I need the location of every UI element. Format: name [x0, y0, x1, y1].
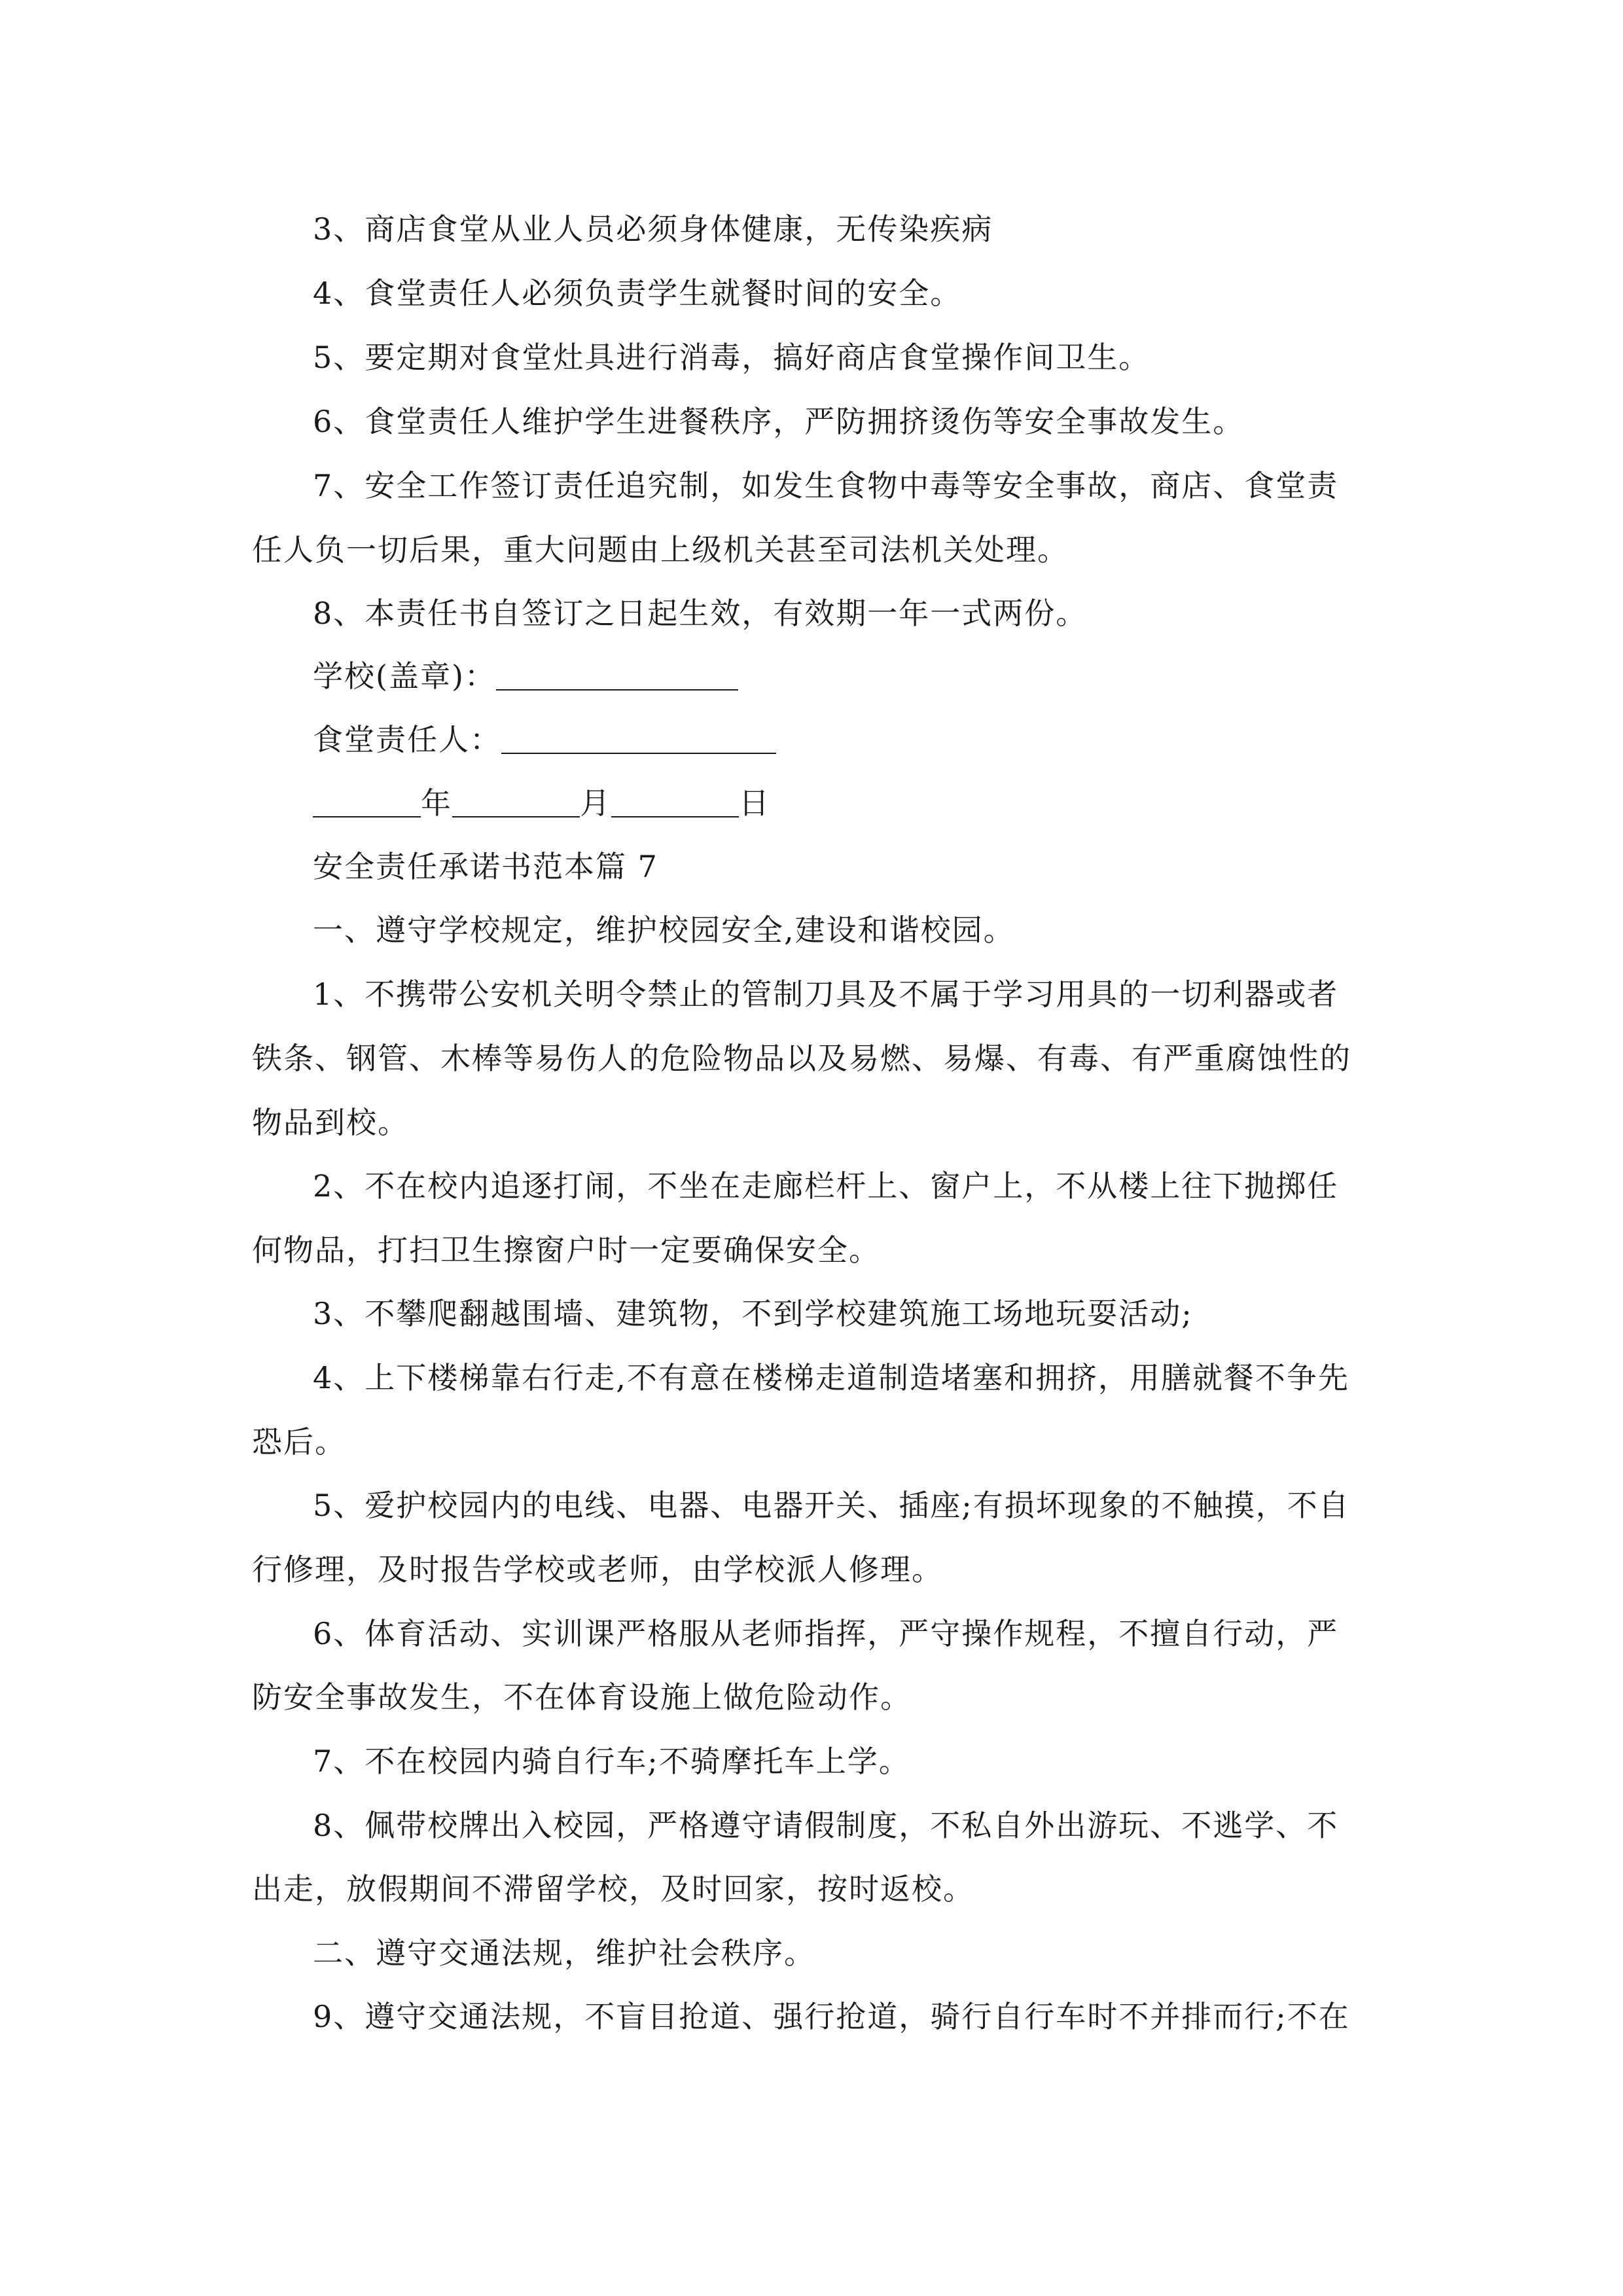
- list-item: 1、不携带公安机关明令禁止的管制刀具及不属于学习用具的一切利器或者: [313, 977, 1339, 1012]
- list-item-continuation: 防安全事故发生，不在体育设施上做危险动作。: [252, 1679, 912, 1715]
- list-item-continuation: 任人负一切后果，重大问题由上级机关甚至司法机关处理。: [252, 532, 1069, 567]
- school-seal-label: 学校(盖章)：: [313, 658, 496, 694]
- year-label: 年: [421, 785, 452, 821]
- month-blank[interactable]: [452, 786, 580, 817]
- canteen-responsible-line: [313, 720, 776, 759]
- list-item: 2、不在校内追逐打闹，不坐在走廊栏杆上、窗户上，不从楼上往下抛掷任: [313, 1168, 1339, 1204]
- list-item: 8、佩带校牌出入校园，严格遵守请假制度，不私自外出游玩、不逃学、不: [313, 1808, 1339, 1843]
- list-item: 6、食堂责任人维护学生进餐秩序，严防拥挤烫伤等安全事故发生。: [313, 404, 1245, 439]
- list-item: 7、不在校园内骑自行车;不骑摩托车上学。: [313, 1744, 910, 1779]
- list-item: 5、要定期对食堂灶具进行消毒，搞好商店食堂操作间卫生。: [313, 340, 1150, 375]
- list-item-continuation: 铁条、钢管、木棒等易伤人的危险物品以及易燃、易爆、有毒、有严重腐蚀性的: [252, 1041, 1351, 1076]
- list-item: 5、爱护校园内的电线、电器、电器开关、插座;有损坏现象的不触摸，不自: [313, 1488, 1350, 1523]
- school-seal-blank[interactable]: [496, 659, 738, 691]
- date-line: [313, 783, 770, 823]
- list-item-continuation: 何物品，打扫卫生擦窗户时一定要确保安全。: [252, 1232, 880, 1268]
- day-label: 日: [739, 785, 770, 821]
- list-item: 3、商店食堂从业人员必须身体健康，无传染疾病: [313, 211, 993, 247]
- list-item-continuation: 恐后。: [252, 1424, 346, 1460]
- list-item: 6、体育活动、实训课严格服从老师指挥，严守操作规程，不擅自行动，严: [313, 1616, 1339, 1651]
- list-item: 3、不攀爬翻越围墙、建筑物，不到学校建筑施工场地玩耍活动;: [313, 1296, 1193, 1331]
- list-item: 4、食堂责任人必须负责学生就餐时间的安全。: [313, 276, 962, 311]
- canteen-responsible-blank[interactable]: [501, 723, 776, 754]
- list-item: 4、上下楼梯靠右行走,不有意在楼梯走道制造堵塞和拥挤，用膳就餐不争先: [313, 1360, 1349, 1395]
- list-item-continuation: 出走，放假期间不滞留学校，及时回家，按时返校。: [252, 1871, 974, 1907]
- list-item: 8、本责任书自签订之日起生效，有效期一年一式两份。: [313, 596, 1088, 631]
- list-item: 7、安全工作签订责任追究制，如发生食物中毒等安全事故，商店、食堂责: [313, 468, 1339, 503]
- day-blank[interactable]: [611, 786, 739, 817]
- school-seal-line: [313, 656, 738, 696]
- year-blank[interactable]: [313, 786, 421, 817]
- section-heading: 一、遵守学校规定，维护校园安全,建设和谐校园。: [313, 912, 1015, 948]
- list-item-continuation: 物品到校。: [252, 1105, 409, 1140]
- canteen-responsible-label: 食堂责任人：: [313, 722, 501, 757]
- section-title: 安全责任承诺书范本篇 7: [313, 849, 658, 884]
- month-label: 月: [580, 785, 611, 821]
- list-item-continuation: 行修理，及时报告学校或老师，由学校派人修理。: [252, 1552, 943, 1587]
- section-heading: 二、遵守交通法规，维护社会秩序。: [313, 1935, 815, 1971]
- list-item: 9、遵守交通法规，不盲目抢道、强行抢道，骑行自行车时不并排而行;不在: [313, 1999, 1350, 2034]
